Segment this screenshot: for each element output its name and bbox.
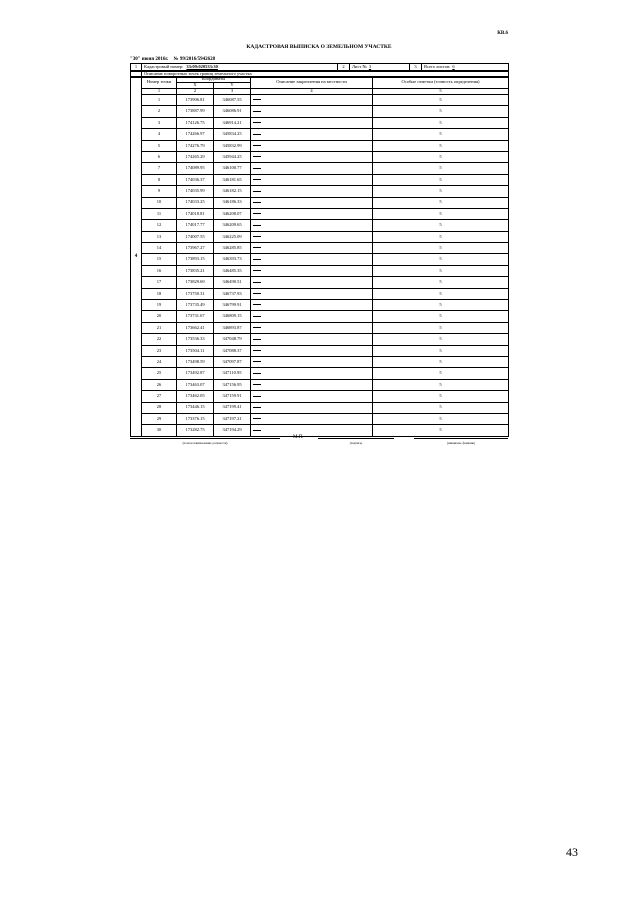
point-number-cell: 17: [142, 277, 177, 288]
point-number-cell: 27: [142, 391, 177, 402]
description-cell: [251, 345, 373, 356]
x-coordinate-cell: 174036.37: [177, 174, 214, 185]
x-coordinate-cell: 173536.33: [177, 334, 214, 345]
notes-cell: 5: [373, 334, 509, 345]
dash-mark: [253, 134, 261, 135]
document-title: КАДАСТРОВАЯ ВЫПИСКА О ЗЕМЕЛЬНОМ УЧАСТКЕ: [246, 44, 392, 50]
point-number-cell: 1: [142, 95, 177, 106]
position-caption: (полное наименование должности): [182, 441, 228, 445]
header-notes: Особые отметки (точность определения): [373, 77, 509, 89]
dash-mark: [253, 304, 261, 305]
description-cell: [251, 254, 373, 265]
dash-mark: [253, 259, 261, 260]
description-cell: [251, 129, 373, 140]
point-number-cell: 30: [142, 425, 177, 436]
form-code: КВ.6: [497, 31, 508, 36]
y-coordinate-cell: 347110.95: [214, 368, 251, 379]
notes-cell: 5: [373, 243, 509, 254]
x-coordinate-cell: 173462.05: [177, 391, 214, 402]
point-number-cell: 18: [142, 288, 177, 299]
y-coordinate-cell: 346209.65: [214, 220, 251, 231]
date-line: [130, 57, 219, 62]
header-col1-num: 1: [131, 64, 142, 72]
x-coordinate-cell: 173463.07: [177, 379, 214, 390]
description-cell: [251, 300, 373, 311]
dash-mark: [253, 179, 261, 180]
x-coordinate-cell: 174126.75: [177, 117, 214, 128]
point-number-cell: 11: [142, 208, 177, 219]
x-coordinate-cell: 174033.25: [177, 197, 214, 208]
notes-cell: 5: [373, 220, 509, 231]
dash-mark: [253, 361, 261, 362]
description-cell: [251, 391, 373, 402]
y-coordinate-cell: 346737.93: [214, 288, 251, 299]
table-row: [131, 186, 509, 197]
notes-cell: 5: [373, 379, 509, 390]
point-number-cell: 7: [142, 163, 177, 174]
point-number-cell: 3: [142, 117, 177, 128]
y-coordinate-cell: 346285.85: [214, 243, 251, 254]
colnum-2: 2: [177, 89, 214, 95]
description-cell: [251, 186, 373, 197]
dash-mark: [253, 122, 261, 123]
dash-mark: [253, 350, 261, 351]
dash-mark: [253, 270, 261, 271]
dash-mark: [253, 225, 261, 226]
point-number-cell: 23: [142, 345, 177, 356]
notes-cell: 5: [373, 265, 509, 276]
point-number-cell: 29: [142, 413, 177, 424]
description-cell: [251, 220, 373, 231]
x-coordinate-cell: 173750.31: [177, 288, 214, 299]
document-number: № 99/2016/5942628: [173, 57, 216, 62]
colnum-4: 4: [251, 89, 373, 95]
notes-cell: 5: [373, 163, 509, 174]
dash-mark: [253, 407, 261, 408]
side-label: 4: [131, 77, 142, 437]
description-cell: [251, 163, 373, 174]
x-coordinate-cell: 173829.69: [177, 277, 214, 288]
table-row: [131, 311, 509, 322]
x-coordinate-cell: 173735.49: [177, 300, 214, 311]
y-coordinate-cell: 346087.55: [214, 95, 251, 106]
header-description: Описание закрепления на местности: [251, 77, 373, 89]
table-row: [131, 322, 509, 333]
x-coordinate-cell: 173731.67: [177, 311, 214, 322]
y-coordinate-cell: 347088.37: [214, 345, 251, 356]
notes-cell: 5: [373, 368, 509, 379]
table-row: [131, 379, 509, 390]
x-coordinate-cell: 173446.15: [177, 402, 214, 413]
description-cell: [251, 379, 373, 390]
table-row: [131, 117, 509, 128]
notes-cell: 5: [373, 254, 509, 265]
header-col3-num: 3: [410, 64, 422, 72]
sheet-number: 3: [368, 64, 372, 70]
description-cell: [251, 95, 373, 106]
y-coordinate-cell: 347156.95: [214, 379, 251, 390]
signature-line: [318, 438, 394, 439]
table-row: [131, 197, 509, 208]
notes-cell: 5: [373, 117, 509, 128]
y-coordinate-cell: 347199.41: [214, 402, 251, 413]
point-number-cell: 21: [142, 322, 177, 333]
notes-cell: 5: [373, 300, 509, 311]
dash-mark: [253, 339, 261, 340]
table-row: [131, 391, 509, 402]
dash-mark: [253, 213, 261, 214]
y-coordinate-cell: 346225.09: [214, 231, 251, 242]
table-row: [131, 277, 509, 288]
y-coordinate-cell: 347159.91: [214, 391, 251, 402]
notes-cell: 5: [373, 322, 509, 333]
dash-mark: [253, 202, 261, 203]
point-number-cell: 25: [142, 368, 177, 379]
dash-mark: [253, 168, 261, 169]
dash-mark: [253, 373, 261, 374]
point-number-cell: 10: [142, 197, 177, 208]
table-row: [131, 288, 509, 299]
table-row: [131, 345, 509, 356]
signature-caption: (подпись): [349, 441, 363, 445]
point-number-cell: 13: [142, 231, 177, 242]
y-coordinate-cell: 346393.73: [214, 254, 251, 265]
x-coordinate-cell: 174276.79: [177, 140, 214, 151]
description-cell: [251, 197, 373, 208]
notes-cell: 5: [373, 208, 509, 219]
description-cell: [251, 117, 373, 128]
description-cell: [251, 151, 373, 162]
dash-mark: [253, 396, 261, 397]
table-row: [131, 163, 509, 174]
table-row: [131, 106, 509, 117]
description-cell: [251, 311, 373, 322]
stamp-place: М.П.: [293, 435, 304, 440]
notes-cell: 5: [373, 356, 509, 367]
point-number-cell: 15: [142, 254, 177, 265]
dash-mark: [253, 327, 261, 328]
notes-cell: 5: [373, 402, 509, 413]
point-number-cell: 6: [142, 151, 177, 162]
table-row: [131, 402, 509, 413]
dash-mark: [253, 111, 261, 112]
notes-cell: 5: [373, 95, 509, 106]
notes-cell: 5: [373, 151, 509, 162]
y-coordinate-cell: 345944.25: [214, 151, 251, 162]
cadastral-number: 33:09:020533:30: [186, 64, 218, 70]
point-number-cell: 26: [142, 379, 177, 390]
dash-mark: [253, 99, 261, 100]
x-coordinate-cell: 173887.99: [177, 106, 214, 117]
description-cell: [251, 231, 373, 242]
signature-block: [130, 434, 508, 450]
x-coordinate-cell: 173504.11: [177, 345, 214, 356]
description-cell: [251, 402, 373, 413]
x-coordinate-cell: 174035.99: [177, 186, 214, 197]
table-row: [131, 231, 509, 242]
notes-cell: 5: [373, 413, 509, 424]
y-coordinate-cell: 345834.25: [214, 129, 251, 140]
header-coordinates: Координаты: [177, 77, 251, 83]
table-row: [131, 174, 509, 185]
description-cell: [251, 413, 373, 424]
notes-cell: 5: [373, 197, 509, 208]
table-row: [131, 368, 509, 379]
point-number-cell: 14: [142, 243, 177, 254]
x-coordinate-cell: 174265.29: [177, 151, 214, 162]
x-coordinate-cell: 173967.27: [177, 243, 214, 254]
sheet-label: Лист №: [352, 64, 367, 70]
table-row: [131, 220, 509, 231]
y-coordinate-cell: 346809.15: [214, 311, 251, 322]
description-cell: [251, 277, 373, 288]
description-cell: [251, 356, 373, 367]
notes-cell: 5: [373, 186, 509, 197]
point-number-cell: 24: [142, 356, 177, 367]
y-coordinate-cell: 346490.51: [214, 277, 251, 288]
y-coordinate-cell: 346100.77: [214, 163, 251, 174]
dash-mark: [253, 145, 261, 146]
table-row: [131, 254, 509, 265]
name-line: [414, 438, 508, 439]
x-coordinate-cell: 173835.21: [177, 265, 214, 276]
cadastral-label: Кадастровый номер:: [144, 64, 184, 70]
y-coordinate-cell: 347048.79: [214, 334, 251, 345]
y-coordinate-cell: 346893.87: [214, 322, 251, 333]
x-coordinate-cell: 174089.95: [177, 163, 214, 174]
dash-mark: [253, 430, 261, 431]
dash-mark: [253, 293, 261, 294]
description-cell: [251, 322, 373, 333]
x-coordinate-cell: 174266.97: [177, 129, 214, 140]
dash-mark: [253, 418, 261, 419]
description-cell: [251, 368, 373, 379]
y-coordinate-cell: 345832.99: [214, 140, 251, 151]
point-number-cell: 12: [142, 220, 177, 231]
colnum-1: 1: [142, 89, 177, 95]
y-coordinate-cell: 346485.35: [214, 265, 251, 276]
table-row: [131, 129, 509, 140]
issue-date: "30" июня 2016г.: [130, 57, 169, 62]
y-coordinate-cell: 346914.21: [214, 117, 251, 128]
y-coordinate-cell: 347194.29: [214, 425, 251, 436]
dash-mark: [253, 316, 261, 317]
colnum-5: 5: [373, 89, 509, 95]
header-col2-num: 2: [338, 64, 350, 72]
x-coordinate-cell: 173893.15: [177, 254, 214, 265]
x-coordinate-cell: 173282.75: [177, 425, 214, 436]
point-number-cell: 20: [142, 311, 177, 322]
notes-cell: 5: [373, 106, 509, 117]
colnum-3: 3: [214, 89, 251, 95]
position-line: [130, 438, 280, 439]
total-sheets: 6: [452, 64, 455, 70]
dash-mark: [253, 384, 261, 385]
point-number-cell: 8: [142, 174, 177, 185]
point-number-cell: 2: [142, 106, 177, 117]
dash-mark: [253, 236, 261, 237]
table-row: [131, 140, 509, 151]
header-y: Y: [214, 83, 251, 89]
header-x: X: [177, 83, 214, 89]
notes-cell: 5: [373, 140, 509, 151]
table-row: [131, 208, 509, 219]
x-coordinate-cell: 173492.87: [177, 368, 214, 379]
description-cell: [251, 288, 373, 299]
point-number-cell: 28: [142, 402, 177, 413]
notes-cell: 5: [373, 391, 509, 402]
notes-cell: 5: [373, 425, 509, 436]
description-cell: [251, 174, 373, 185]
table-row: [131, 300, 509, 311]
total-sheets-label: Всего листов:: [424, 64, 451, 70]
y-coordinate-cell: 346181.65: [214, 174, 251, 185]
y-coordinate-cell: 346186.33: [214, 197, 251, 208]
description-cell: [251, 106, 373, 117]
dash-mark: [253, 247, 261, 248]
coordinates-table: [130, 76, 509, 437]
notes-cell: 5: [373, 231, 509, 242]
y-coordinate-cell: 346086.91: [214, 106, 251, 117]
point-number-cell: 5: [142, 140, 177, 151]
table-row: [131, 243, 509, 254]
table-row: [131, 413, 509, 424]
notes-cell: 5: [373, 311, 509, 322]
notes-cell: 5: [373, 277, 509, 288]
description-cell: [251, 265, 373, 276]
x-coordinate-cell: 173376.15: [177, 413, 214, 424]
dash-mark: [253, 156, 261, 157]
x-coordinate-cell: 174007.55: [177, 231, 214, 242]
x-coordinate-cell: 173498.59: [177, 356, 214, 367]
notes-cell: 5: [373, 129, 509, 140]
x-coordinate-cell: 174018.81: [177, 208, 214, 219]
y-coordinate-cell: 347097.87: [214, 356, 251, 367]
dash-mark: [253, 282, 261, 283]
x-coordinate-cell: 174017.77: [177, 220, 214, 231]
table-row: [131, 265, 509, 276]
y-coordinate-cell: 346208.07: [214, 208, 251, 219]
point-number-cell: 16: [142, 265, 177, 276]
page-number: 43: [566, 845, 578, 859]
y-coordinate-cell: 346182.15: [214, 186, 251, 197]
x-coordinate-cell: 173906.81: [177, 95, 214, 106]
table-row: [131, 356, 509, 367]
point-number-cell: 9: [142, 186, 177, 197]
dash-mark: [253, 191, 261, 192]
point-number-cell: 4: [142, 129, 177, 140]
description-cell: [251, 243, 373, 254]
description-cell: [251, 140, 373, 151]
y-coordinate-cell: 346799.91: [214, 300, 251, 311]
x-coordinate-cell: 173662.41: [177, 322, 214, 333]
description-cell: [251, 334, 373, 345]
point-number-cell: 19: [142, 300, 177, 311]
point-number-cell: 22: [142, 334, 177, 345]
description-cell: [251, 208, 373, 219]
notes-cell: 5: [373, 174, 509, 185]
table-row: [131, 151, 509, 162]
notes-cell: 5: [373, 345, 509, 356]
y-coordinate-cell: 347197.21: [214, 413, 251, 424]
section-title: Описание поворотных точек границ земельного участка: [142, 71, 509, 78]
table-row: [131, 334, 509, 345]
name-caption: (инициалы, фамилия): [447, 441, 475, 445]
table-row: [131, 95, 509, 106]
notes-cell: 5: [373, 288, 509, 299]
header-point-number: Номер точки: [142, 77, 177, 89]
